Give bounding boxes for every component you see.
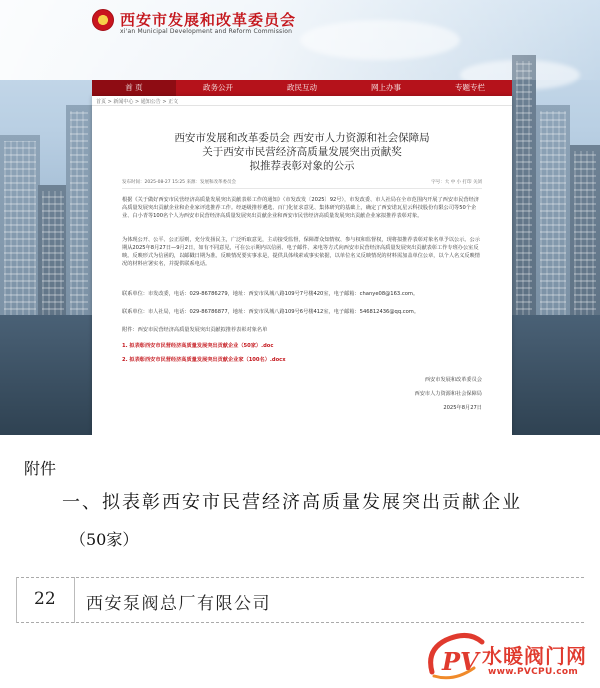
article-panel — [92, 96, 512, 435]
site-title: 西安市发展和改革委员会 — [120, 11, 297, 29]
attachment-heading: 一、拟表彰西安市民营经济高质量发展突出贡献企业 — [62, 492, 522, 513]
table-border-bottom — [16, 622, 584, 623]
table-row — [16, 577, 584, 623]
attachment-count: （50家） — [70, 530, 139, 549]
nav-home[interactable]: 首 页 — [92, 80, 176, 96]
attachment-link-1[interactable]: 1. 拟表彰西安市民营经济高质量发展突出贡献企业（50家）.doc — [122, 343, 274, 349]
table-border-top — [16, 577, 584, 578]
emblem-icon — [92, 9, 114, 31]
doc-title-line-2: 关于西安市民营经济高质量发展突出贡献奖 — [202, 146, 402, 158]
publish-info: 发布时间：2025-08-27 15:25 来源：发展和改革委员会 — [122, 180, 236, 185]
nav-topics[interactable]: 专题专栏 — [455, 83, 485, 92]
signature-org-1: 西安市发展和改革委员会 — [424, 377, 482, 383]
attachment-note: 附件：西安市民营经济高质量发展突出贡献拟推荐表彰对象名单 — [122, 327, 268, 333]
site-subtitle: xi'an Municipal Development and Reform Commission — [120, 28, 293, 35]
doc-meta — [122, 177, 482, 189]
table-column-divider — [74, 577, 75, 623]
company-name: 西安泵阀总厂有限公司 — [86, 594, 271, 614]
signature-date: 2025年8月27日 — [443, 405, 482, 411]
watermark-logo-icon — [424, 632, 486, 684]
watermark-mark: PV — [442, 647, 479, 676]
row-number: 22 — [34, 589, 56, 609]
nav-gov-info[interactable]: 政务公开 — [203, 83, 233, 92]
doc-title-line-1: 西安市发展和改革委员会 西安市人力资源和社会保障局 — [174, 132, 430, 144]
doc-title-line-3: 拟推荐表彰对象的公示 — [249, 160, 355, 172]
main-nav — [92, 80, 512, 96]
breadcrumb[interactable]: 首页 > 新闻中心 > 通知公告 > 正文 — [96, 99, 179, 105]
contact-dev-reform: 联系单位：市发改委，电话：029-86786279，地址：西安市凤城八路109号7号楼420室，电子邮箱：chanye08@163.com。 — [122, 291, 419, 297]
nav-online-service[interactable]: 网上办事 — [371, 83, 401, 92]
font-size-tools[interactable]: 字号：大 中 小 打印 关闭 — [431, 180, 482, 185]
contact-hr: 联系单位：市人社局，电话：029-86786877，地址：西安市凤城八路109号6号楼412室，电子邮箱：546812436@qq.com。 — [122, 309, 420, 315]
table-border-left — [16, 577, 17, 623]
paragraph-2: 为体现公开、公平、公正原则，充分发扬民主，广泛听取意见，主动接受监督，保障群众知情权、参与权和监督权，现将拟推荐表彰对象名单予以公示。公示期从2025年8月27日—9月2日，如有不同意见，可在公示期内以信函、电子邮件、来电等方式向西安市民营经济高质量发展突出贡献表彰工作专班办公室反映。反映形式为信函的，以邮戳日期为准。反映情况要实事求是，提供具体线索或事实依据，以单位名义反映情况的材料需加盖单位公章，以个人名义反映情况的材料应署实名，并提供联系电话。 — [122, 237, 480, 267]
signature-org-2: 西安市人力资源和社会保障局 — [414, 391, 482, 397]
watermark-url: www.PVCPU.com — [488, 667, 579, 677]
divider — [92, 105, 512, 106]
paragraph-1: 根据《关于做好西安市民营经济高质量发展突出贡献表彰工作的通知》（市发改发〔2025〕92号），市发改委、市人社局在全市范围内开展了西安市民营经济高质量发展突出贡献企业和企业家评选推荐工作。经逐级推荐遴选、百门化征求意见、集体研究的基础上，确定了西安诺瓦星云科技股份有限公司等50个企业、白小青等100名个人为西安市民营经济高质量发展突出贡献企业和西安市民营经济高质量发展突出贡献企业家拟推荐表彰对象。 — [122, 197, 479, 219]
attachment-label: 附件 — [24, 459, 57, 478]
site-header — [0, 0, 600, 80]
attachment-link-2[interactable]: 2. 拟表彰西安市民营经济高质量发展突出贡献企业家（100名）.docx — [122, 357, 286, 363]
nav-interaction[interactable]: 政民互动 — [287, 83, 317, 92]
watermark-brand: 水暖阀门网 — [482, 644, 587, 668]
